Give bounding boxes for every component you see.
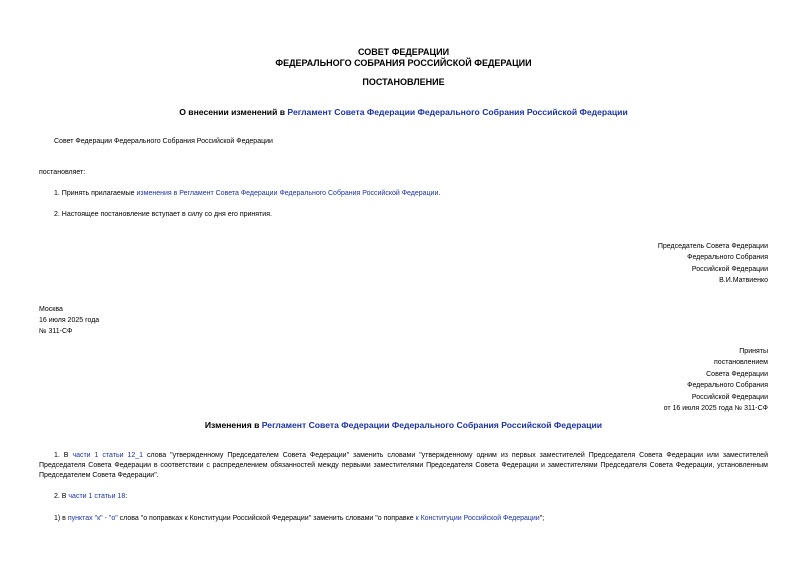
place-number: № 311-СФ: [39, 328, 73, 335]
item-1-link[interactable]: изменения в Регламент Совета Федерации Федерального Собрания Российской Федерации: [136, 190, 439, 197]
changes-title: [0, 420, 807, 430]
document-type: ПОСТАНОВЛЕНИЕ: [362, 77, 445, 87]
intro-text: Совет Федерации Федерального Собрания Российской Федерации: [54, 138, 273, 145]
change-2-prefix: 2. В: [54, 493, 69, 500]
item-2: 2. Настоящее постановление вступает в силу со дня его принятия.: [54, 211, 272, 218]
item-1: [54, 189, 440, 199]
adopted-line-1: Приняты: [739, 348, 768, 355]
header-line-2: ФЕДЕРАЛЬНОГО СОБРАНИЯ РОССИЙСКОЙ ФЕДЕРАЦИИ: [275, 58, 532, 68]
change-2: [54, 492, 127, 502]
change-2-1-mid: слова "о поправках к Конституции Российской Федерации" заменить словами "о поправке: [117, 515, 416, 522]
document-title: [0, 107, 807, 117]
title-link[interactable]: Регламент Совета Федерации Федерального Собрания Российской Федерации: [287, 107, 628, 117]
signature-line-4: В.И.Матвиенко: [719, 277, 768, 285]
change-2-1: [54, 514, 544, 524]
signature-line-3: Российской Федерации: [691, 265, 768, 273]
change-2-1-suffix: ";: [539, 515, 545, 522]
change-1-link[interactable]: части 1 статьи 12_1: [72, 452, 144, 459]
adopted-line-3: Совета Федерации: [706, 370, 768, 378]
adopted-line-5: Российской Федерации: [691, 393, 768, 401]
change-1-text: слова "утвержденному Председателем Совета Федерации" заменить словами "утвержденному одним из первых заместителей Председателя Совета Федерации или заместителей Председателя Совета Федерации в соответствии с распределением обязанностей между первыми заместителями Председателя Совета Федерации и заместителями Председателя Совета Федерации, установленным Председателем Совета Федерации".: [39, 452, 768, 479]
signature-block: [658, 241, 768, 287]
resolves-text: постановляет:: [39, 169, 86, 176]
item-1-suffix: .: [438, 190, 441, 197]
changes-title-link[interactable]: Регламент Совета Федерации Федерального Собрания Российской Федерации: [261, 420, 603, 430]
signature-line-2: Федерального Собрания: [687, 254, 768, 262]
change-2-suffix: :: [125, 493, 128, 500]
changes-title-prefix: Изменения в: [204, 420, 262, 430]
change-1-num: 1. В: [54, 452, 73, 459]
change-2-1-prefix: 1) в: [54, 515, 68, 522]
place-date: 16 июля 2025 года: [39, 317, 100, 324]
signature-line-1: Председатель Совета Федерации: [657, 243, 768, 250]
change-2-1-link-1[interactable]: пунктах "к" - "о": [67, 515, 118, 522]
adopted-block: [664, 346, 768, 414]
place-city: Москва: [39, 306, 63, 313]
adopted-line-6: от 16 июля 2025 года № 311-СФ: [663, 405, 768, 413]
item-1-prefix: 1. Принять прилагаемые: [54, 190, 137, 197]
title-prefix: О внесении изменений в: [179, 107, 288, 117]
header-line-1: СОВЕТ ФЕДЕРАЦИИ: [357, 47, 450, 57]
place-block: [39, 304, 99, 337]
adopted-line-4: Федерального Собрания: [687, 382, 768, 390]
change-2-link[interactable]: части 1 статьи 18: [68, 493, 126, 500]
change-1: [39, 451, 768, 481]
change-2-1-link-2[interactable]: к Конституции Российской Федерации: [415, 515, 540, 522]
adopted-line-2: постановлением: [714, 359, 768, 367]
